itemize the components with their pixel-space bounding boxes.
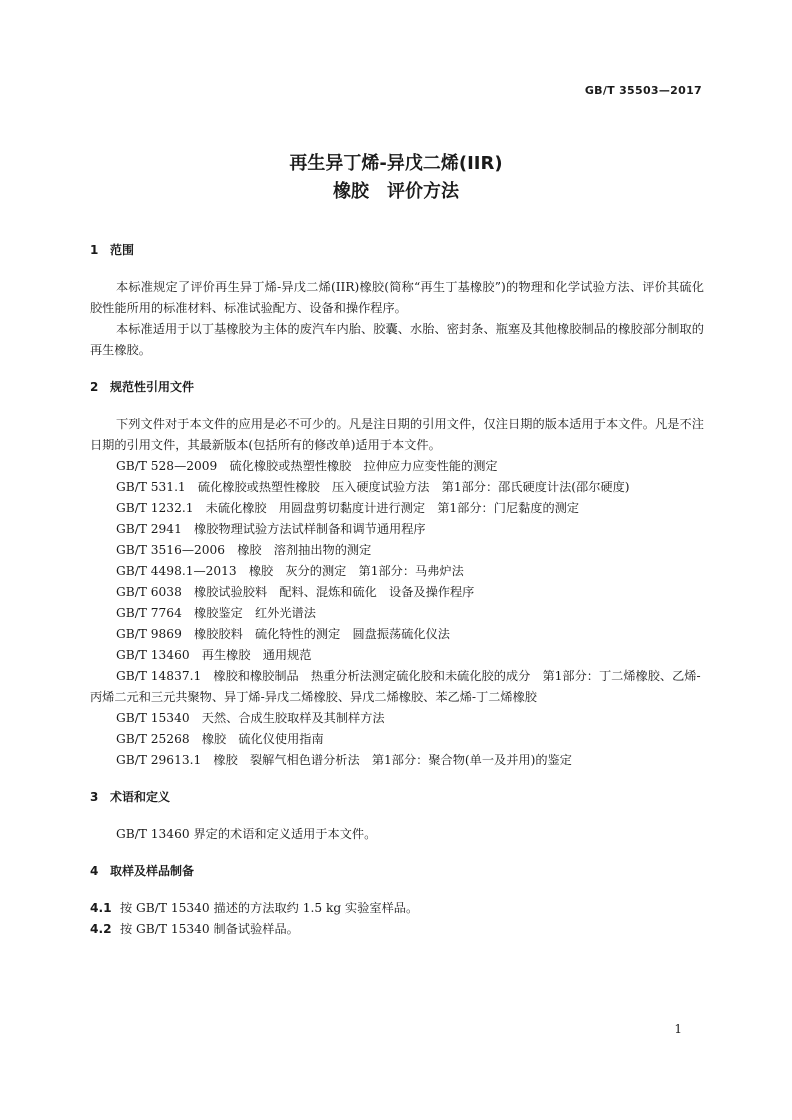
reference-item: GB/T 9869 橡胶胶料 硫化特性的测定 圆盘振荡硫化仪法 [116,627,450,641]
section-number: 1 [90,243,99,257]
reference-item: GB/T 7764 橡胶鉴定 红外光谱法 [116,606,316,620]
reference-item: GB/T 528—2009 硫化橡胶或热塑性橡胶 拉伸应力应变性能的测定 [116,459,498,473]
clause-4-1 [90,898,704,919]
section-number: 3 [90,790,99,804]
section-2-intro: 下列文件对于本文件的应用是必不可少的。凡是注日期的引用文件，仅注日期的版本适用于本文件。凡是不注日期的引用文件，其最新版本(包括所有的修改单)适用于本文件。 [90,417,704,452]
clause-number: 4.2 [90,922,112,936]
reference-item: GB/T 14837.1 橡胶和橡胶制品 热重分析法测定硫化胶和未硫化胶的成分 第1部分：丁二烯橡胶、乙烯-丙烯二元和三元共聚物、异丁烯-异戊二烯橡胶、异戊二烯橡胶、苯乙烯-丁二烯橡胶 [90,669,701,704]
reference-item: GB/T 15340 天然、合成生胶取样及其制样方法 [116,711,385,725]
title-line-2: 橡胶 评价方法 [333,181,459,202]
reference-item: GB/T 531.1 硫化橡胶或热塑性橡胶 压入硬度试验方法 第1部分：邵氏硬度计法(邵尔硬度) [116,480,630,494]
section-2-heading [90,377,704,398]
clause-text: 按 GB/T 15340 描述的方法取约 1.5 kg 实验室样品。 [120,901,419,915]
reference-item: GB/T 29613.1 橡胶 裂解气相色谱分析法 第1部分：聚合物(单一及并用)的鉴定 [116,753,572,767]
section-title: 规范性引用文件 [110,380,195,394]
reference-item: GB/T 13460 再生橡胶 通用规范 [116,648,312,662]
section-3-heading [90,787,704,808]
section-title: 取样及样品制备 [110,864,195,878]
section-1-heading [90,240,704,261]
reference-item: GB/T 3516—2006 橡胶 溶剂抽出物的测定 [116,543,372,557]
section-4-heading [90,861,704,882]
section-number: 2 [90,380,99,394]
reference-item: GB/T 6038 橡胶试验胶料 配料、混炼和硫化 设备及操作程序 [116,585,475,599]
reference-item: GB/T 25268 橡胶 硫化仪使用指南 [116,732,324,746]
clause-4-2 [90,919,704,940]
section-title: 术语和定义 [110,790,171,804]
clause-text: 按 GB/T 15340 制备试验样品。 [120,922,299,936]
reference-item: GB/T 2941 橡胶物理试验方法试样制备和调节通用程序 [116,522,426,536]
document-body [90,240,704,940]
standard-number: GB/T 35503—2017 [584,84,702,97]
section-1-paragraph: 本标准规定了评价再生异丁烯-异戊二烯(IIR)橡胶(简称“再生丁基橡胶”)的物理和化学试验方法、评价其硫化胶性能所用的标准材料、标准试验配方、设备和操作程序。 [90,280,704,315]
document-title [0,150,792,206]
page-number: 1 [674,1022,682,1036]
section-number: 4 [90,864,99,878]
reference-item: GB/T 4498.1—2013 橡胶 灰分的测定 第1部分：马弗炉法 [116,564,464,578]
reference-item: GB/T 1232.1 未硫化橡胶 用圆盘剪切黏度计进行测定 第1部分：门尼黏度的测定 [116,501,580,515]
title-line-1: 再生异丁烯-异戊二烯(IIR) [289,153,503,174]
section-3-paragraph: GB/T 13460 界定的术语和定义适用于本文件。 [116,827,377,841]
clause-number: 4.1 [90,901,112,915]
section-title: 范围 [110,243,135,257]
section-1-paragraph: 本标准适用于以丁基橡胶为主体的废汽车内胎、胶囊、水胎、密封条、瓶塞及其他橡胶制品的橡胶部分制取的再生橡胶。 [90,322,704,357]
